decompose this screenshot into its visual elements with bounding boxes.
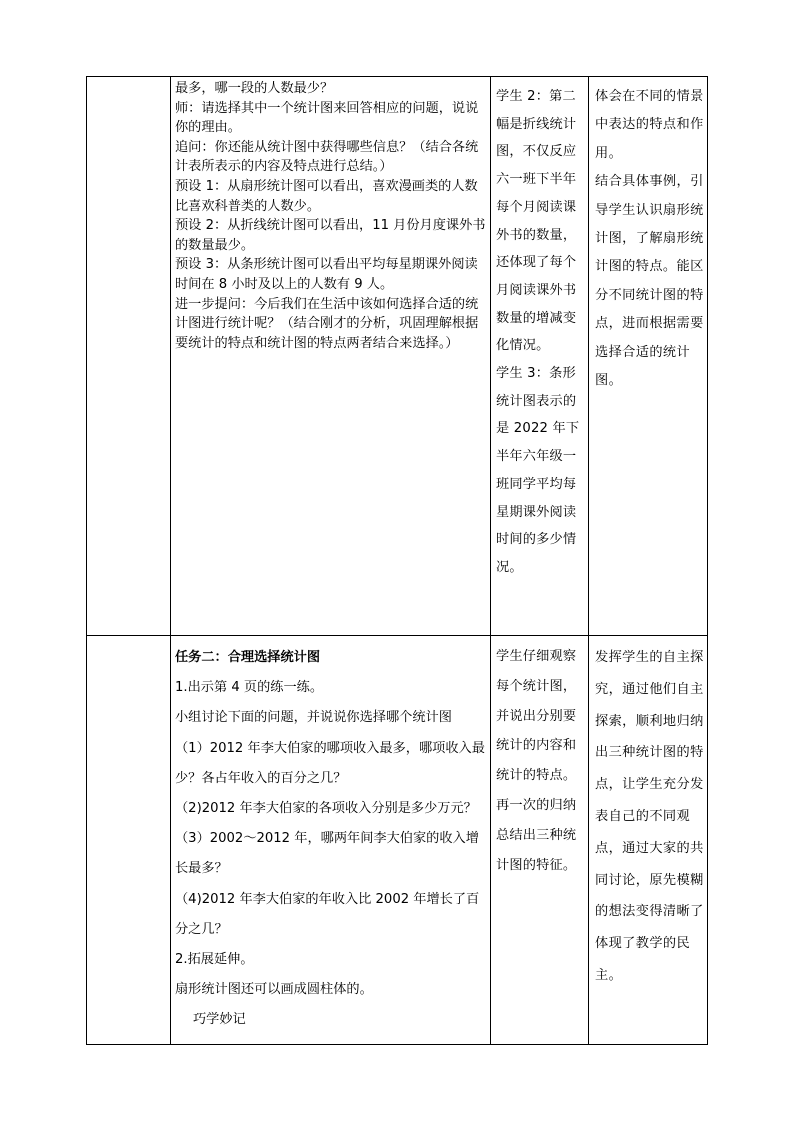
row1-process-text	[175, 79, 487, 353]
process-line: （2)2012 年李大伯家的各项收入分别是多少万元？	[175, 801, 477, 817]
process-line: （1）2012 年李大伯家的哪项收入最多，哪项收入最少？各占年收入的百分之几？	[175, 740, 485, 786]
process-line: 预设 2：从折线统计图可以看出，11 月份月度课外书的数量最少。	[175, 218, 486, 253]
process-line: 1.出示第 4 页的练一练。	[175, 680, 324, 696]
intent-line: 体会在不同的情景中表达的特点和作用。	[595, 89, 704, 161]
process-line: 预设 1：从扇形统计图可以看出，喜欢漫画类的人数比喜欢科普类的人数少。	[175, 178, 478, 214]
process-line: 追问：你还能从统计图中获得哪些信息？（结合各统计表所表示的内容及特点进行总结。）	[175, 139, 479, 175]
row2-student-cell	[490, 635, 588, 1044]
row1-student-cell	[490, 76, 588, 635]
row1-intent-text	[595, 83, 707, 395]
row2-stage-cell	[86, 635, 170, 1044]
intent-line: 结合具体事例，引导学生认识扇形统计图，了解扇形统计图的特点。能区分不同统计图的特点，进而根据需要选择合适的统计图。	[595, 174, 704, 389]
row1-stage-cell	[86, 76, 170, 635]
process-line: 小组讨论下面的问题，并说说你选择哪个统计图	[175, 710, 452, 726]
student-text: 学生仔细观察每个统计图，并说出分别要统计的内容和统计的特点。再一次的归纳总结出三种统计图的特征。	[496, 649, 577, 873]
process-line: 预设 3：从条形统计图可以看出平均每星期课外阅读时间在 8 小时及以上的人数有 9 人。	[175, 257, 478, 292]
student-line: 学生 3：条形统计图表示的是 2022 年下半年六年级一班同学平均每星期课外阅读时间的多少情况。	[496, 366, 580, 575]
row2-student-text	[496, 642, 586, 880]
process-line: （4)2012 年李大伯家的年收入比 2002 年增长了百分之几？	[175, 891, 480, 937]
process-line: （3）2002～2012 年，哪两年间李大伯家的收入增长最多？	[175, 831, 479, 877]
row2-process-cell	[170, 635, 490, 1044]
table-bottom-border	[86, 1044, 708, 1045]
task-title: 任务二：合理选择统计图	[175, 650, 321, 665]
process-line: 巧学妙记	[193, 1012, 246, 1028]
row2-process-text	[175, 643, 487, 1036]
process-line: 进一步提问：今后我们在生活中该如何选择合适的统计图进行统计呢？（结合刚才的分析，巩固理解根据要统计的特点和统计图的特点两者结合来选择。）	[175, 296, 479, 351]
student-line: 学生 2：第二幅是折线统计图，不仅反应六一班下半年每个月阅读课外书的数量，还体现了每个月阅读课外书数量的增减变化情况。	[496, 89, 577, 354]
row1-process-cell	[170, 76, 490, 635]
process-line: 最多，哪一段的人数最少？	[175, 81, 334, 96]
process-line: 师：请选择其中一个统计图来回答相应的问题，说说你的理由。	[175, 100, 479, 136]
intent-text: 发挥学生的自主探究，通过他们自主探索，顺利地归纳出三种统计图的特点，让学生充分发表自己的不同观点，通过大家的共同讨论，原先模糊的想法变得清晰了体现了教学的民主。	[595, 650, 704, 983]
process-line: 2.拓展延伸。	[175, 952, 254, 968]
row2-intent-text	[595, 642, 707, 992]
process-line: 扇形统计图还可以画成圆柱体的。	[175, 982, 373, 998]
row1-student-text	[496, 83, 586, 582]
row2-intent-cell	[588, 635, 708, 1044]
row1-intent-cell	[588, 76, 708, 635]
